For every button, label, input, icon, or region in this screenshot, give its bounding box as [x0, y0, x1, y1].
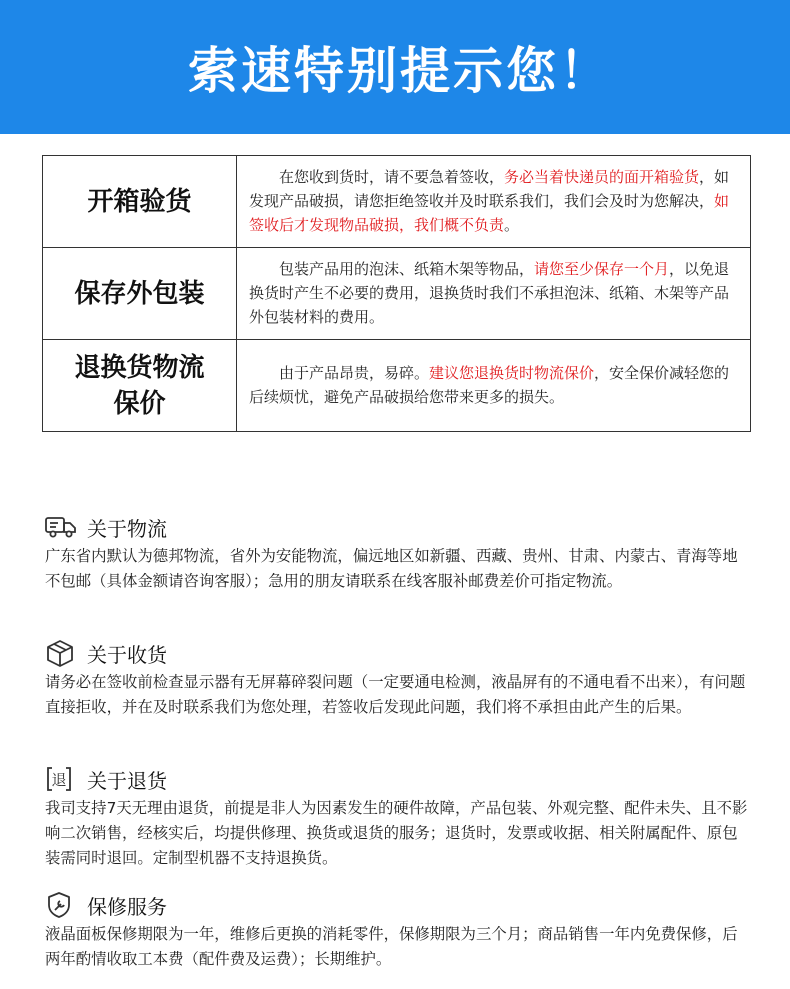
return-icon: [45, 764, 79, 794]
section-logistics: [45, 512, 750, 594]
highlight-text: 务必当着快递员的面开箱验货: [504, 167, 700, 186]
section-warranty: [45, 890, 750, 972]
notice-table: [42, 155, 751, 432]
section-text: 我司支持7天无理由退货，前提是非人为因素发生的硬件故障，产品包装、外观完整、配件未失、且不影响二次销售，经核实后，均提供修理、换货或退货的服务；退货时，发票或收据、相关附属配件、原包装需同时退回。定制型机器不支持退换货。: [45, 799, 748, 867]
notice-text: 在您收到货时，请不要急着签收，务必当着快递员的面开箱验货，如发现产品破损，请您拒绝签收并及时联系我们，我们会及时为您解决，如签收后才发现物品破损，我们概不负责。: [237, 156, 751, 248]
truck-icon: [45, 512, 79, 542]
notice-row-packaging: [43, 248, 751, 340]
section-title: 关于退货: [87, 768, 167, 793]
header-banner: [0, 0, 790, 134]
notice-heading: 保存外包装: [43, 248, 237, 340]
notice-row-inspect: [43, 156, 751, 248]
wrench-shield-icon: [45, 890, 79, 920]
package-icon: [45, 638, 79, 668]
section-text: 广东省内默认为德邦物流，省外为安能物流，偏远地区如新疆、西藏、贵州、甘肃、内蒙古、青海等地不包邮（具体金额请咨询客服）；急用的朋友请联系在线客服补邮费差价可指定物流。: [45, 547, 738, 590]
notice-heading: 开箱验货: [43, 156, 237, 248]
notice-text: 由于产品昂贵，易碎。建议您退换货时物流保价，安全保价减轻您的后续烦忧，避免产品破损给您带来更多的损失。: [237, 340, 751, 432]
notice-heading: 退换货物流 保价: [43, 340, 237, 432]
section-title: 关于物流: [87, 516, 167, 541]
section-title: 关于收货: [87, 642, 167, 667]
section-returns: [45, 764, 750, 871]
notice-text: 包装产品用的泡沫、纸箱木架等物品，请您至少保存一个月，以免退换货时产生不必要的费用，退换货时我们不承担泡沫、纸箱、木架等产品外包装材料的费用。: [237, 248, 751, 340]
section-receiving: [45, 638, 750, 720]
section-title: 保修服务: [87, 894, 167, 919]
section-text: 请务必在签收前检查显示器有无屏幕碎裂问题（一定要通电检测，液晶屏有的不通电看不出来），有问题直接拒收，并在及时联系我们为您处理，若签收后发现此问题，我们将不承担由此产生的后果。: [45, 673, 746, 716]
highlight-text: 建议您退换货时物流保价: [429, 363, 595, 382]
highlight-text: 如签收后才发现物品破损，我们概不负责: [249, 191, 730, 234]
section-text: 液晶面板保修期限为一年，维修后更换的消耗零件，保修期限为三个月；商品销售一年内免费保修，后两年酌情收取工本费（配件费及运费）；长期维护。: [45, 925, 738, 968]
notice-row-insurance: [43, 340, 751, 432]
banner-title: 索速特别提示您！: [188, 42, 612, 100]
highlight-text: 请您至少保存一个月: [534, 259, 670, 278]
return-icon-glyph: 退: [51, 771, 67, 789]
